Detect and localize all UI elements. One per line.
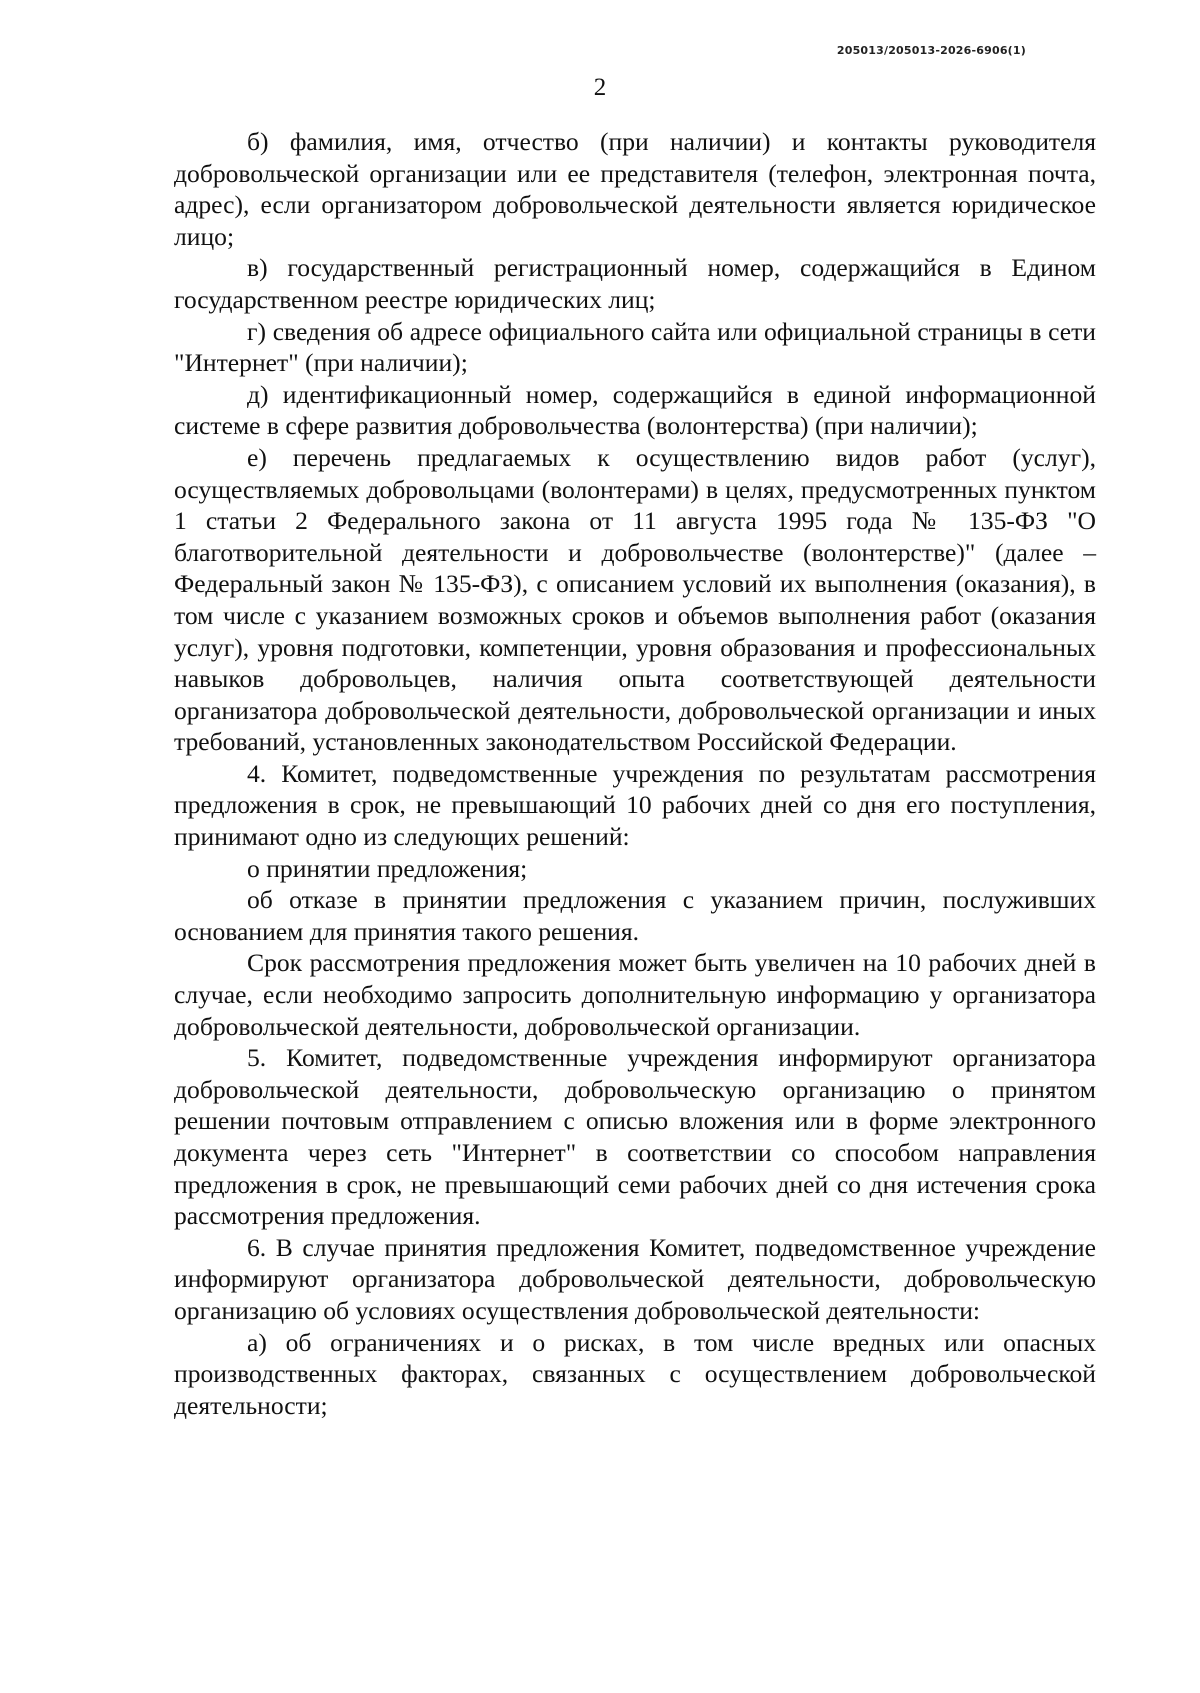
paragraph-decision-refuse: об отказе в принятии предложения с указанием причин, послуживших основанием для принятия такого решения.	[174, 885, 1096, 946]
document-body	[174, 126, 1096, 1421]
paragraph-d: д) идентификационный номер, содержащийся в единой информационной системе в сфере развития добровольчества (волонтерства) (при наличии);	[174, 379, 1096, 441]
document-id: 205013/205013-2026-6906(1)	[836, 44, 1026, 57]
paragraph-review-term: Срок рассмотрения предложения может быть увеличен на 10 рабочих дней в случае, если необходимо запросить дополнительную информацию у организатора добровольческой деятельности, добровольческой организации.	[174, 948, 1096, 1041]
paragraph-e: е) перечень предлагаемых к осуществлению видов работ (услуг), осуществляемых добровольцами (волонтерами) в целях, предусмотренных пунктом 1 статьи 2 Федерального закона от 11 августа 1995 года № 135-ФЗ "О благотворительной деятельности и добровольчестве (волонтерстве)" (далее – Федеральный закон № 135-ФЗ), с описанием условий их выполнения (оказания), в том числе с указанием возможных сроков и объемов выполнения работ (оказания услуг), уровня подготовки, компетенции, уровня образования и профессиональных навыков добровольцев, наличия опыта соответствующей деятельности организатора добровольческой деятельности, добровольческой организации и иных требований, установленных законодательством Российской Федерации.	[174, 442, 1096, 757]
paragraph-g: г) сведения об адресе официального сайта или официальной страницы в сети "Интернет" (при наличии);	[174, 316, 1096, 378]
paragraph-4: 4. Комитет, подведомственные учреждения по результатам рассмотрения предложения в срок, не превышающий 10 рабочих дней со дня его поступления, принимают одно из следующих решений:	[174, 758, 1096, 852]
page-number: 2	[593, 74, 607, 101]
paragraph-a: а) об ограничениях и о рисках, в том числе вредных или опасных производственных факторах, связанных с осуществлением добровольческой деятельности;	[174, 1327, 1096, 1420]
paragraph-b: б) фамилия, имя, отчество (при наличии) и контакты руководителя добровольческой организации или ее представителя (телефон, электронная почта, адрес), если организатором добровольческой деятельности является юридическое лицо;	[174, 127, 1096, 251]
paragraph-6: 6. В случае принятия предложения Комитет, подведомственное учреждение информируют организатора добровольческой деятельности, добровольческую организацию об условиях осуществления добровольческой деятельности:	[174, 1232, 1096, 1325]
paragraph-decision-accept: о принятии предложения;	[247, 853, 528, 883]
paragraph-5: 5. Комитет, подведомственные учреждения информируют организатора добровольческой деятельности, добровольческую организацию о принятом решении почтовым отправлением с описью вложения или в форме электронного документа через сеть "Интернет" в соответствии со способом направления предложения в срок, не превышающий семи рабочих дней со дня истечения срока рассмотрения предложения.	[174, 1043, 1096, 1231]
paragraph-v: в) государственный регистрационный номер, содержащийся в Едином государственном реестре юридических лиц;	[174, 253, 1096, 314]
